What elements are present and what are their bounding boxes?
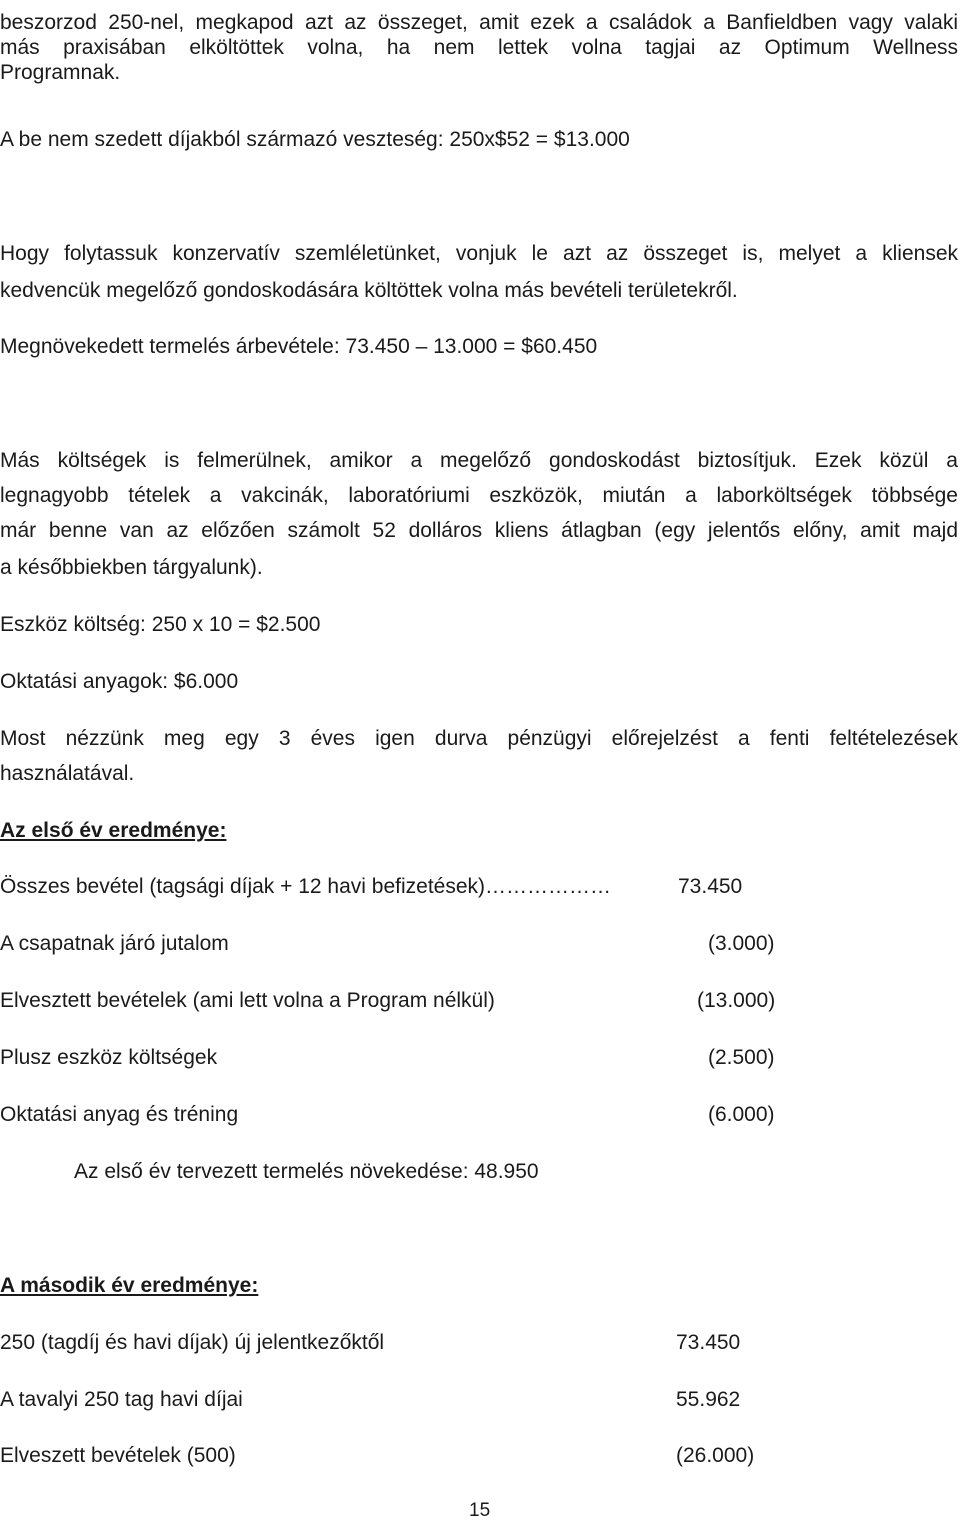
table-row-value: (2.500)	[708, 1046, 775, 1069]
table-row-value: (6.000)	[708, 1103, 775, 1126]
page-number: 15	[469, 1500, 491, 1521]
paragraph-line: már benne van az előzően számolt 52 dolláros kliens átlagban (egy jelentős előny, amit majd	[0, 519, 958, 542]
paragraph-line: a későbbiekben tárgyalunk).	[0, 556, 263, 579]
paragraph-line: Hogy folytassuk konzervatív szemléletünket, vonjuk le azt az összeget is, melyet a kliensek	[0, 242, 958, 265]
table-row-value: (3.000)	[708, 932, 775, 955]
table-row-label: A csapatnak járó jutalom	[0, 932, 229, 955]
table-row-value: (13.000)	[697, 989, 776, 1012]
paragraph-line: Programnak.	[0, 61, 121, 84]
table-row-label: A tavalyi 250 tag havi díjai	[0, 1388, 243, 1411]
table-row-label: Összes bevétel (tagsági díjak + 12 havi befizetések)………………	[0, 875, 612, 898]
table-row-value: 73.450	[676, 1331, 741, 1354]
equipment-cost: Eszköz költség: 250 x 10 = $2.500	[0, 613, 321, 636]
table-row-label: Elvesztett bevételek (ami lett volna a Program nélkül)	[0, 989, 495, 1012]
loss-line: A be nem szedett díjakból származó veszteség: 250x$52 = $13.000	[0, 128, 630, 151]
paragraph-line: Most nézzünk meg egy 3 éves igen durva pénzügyi előrejelzést a fenti feltételezések	[0, 727, 958, 750]
year1-heading: Az első év eredménye:	[0, 819, 227, 842]
paragraph-line: Más költségek is felmerülnek, amikor a megelőző gondoskodást biztosítjuk. Ezek közül a	[0, 449, 958, 472]
table-row-label: Elveszett bevételek (500)	[0, 1444, 236, 1467]
table-row-label: Plusz eszköz költségek	[0, 1046, 218, 1069]
year1-summary: Az első év tervezett termelés növekedése: 48.950	[74, 1160, 539, 1183]
table-row-label: 250 (tagdíj és havi díjak) új jelentkezőktől	[0, 1331, 385, 1354]
increase-line: Megnövekedett termelés árbevétele: 73.450 – 13.000 = $60.450	[0, 335, 598, 358]
table-row-value: (26.000)	[676, 1444, 755, 1467]
paragraph-line: kedvencük megelőző gondoskodására költöttek volna más bevételi területekről.	[0, 279, 738, 302]
paragraph-line: beszorzod 250-nel, megkapod azt az összeget, amit ezek a családok a Banfieldben vagy valaki	[0, 11, 958, 34]
paragraph-line: más praxisában elköltöttek volna, ha nem lettek volna tagjai az Optimum Wellness	[0, 36, 958, 59]
paragraph-line: használatával.	[0, 762, 135, 785]
table-row-label: Oktatási anyag és tréning	[0, 1103, 239, 1126]
table-row-value: 55.962	[676, 1388, 741, 1411]
year2-heading: A második év eredménye:	[0, 1274, 259, 1297]
edu-materials: Oktatási anyagok: $6.000	[0, 670, 239, 693]
paragraph-line: legnagyobb tételek a vakcinák, laboratóriumi eszközök, miután a laborköltségek többsége	[0, 484, 958, 507]
table-row-value: 73.450	[678, 875, 743, 898]
